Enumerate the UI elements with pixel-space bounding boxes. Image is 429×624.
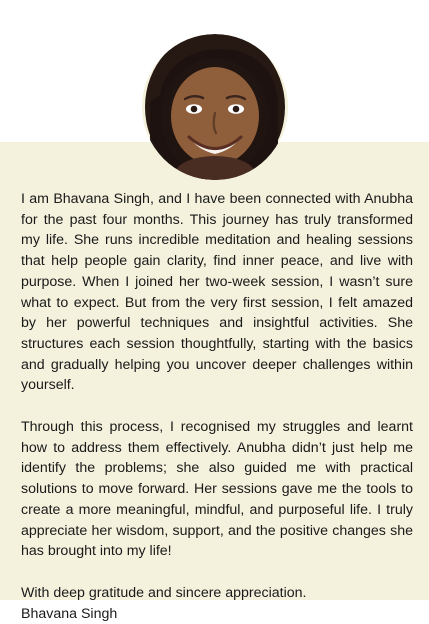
testimonial-content	[21, 189, 413, 624]
testimonial-paragraph-1: I am Bhavana Singh, and I have been connected with Anubha for the past four months. This journey has truly transformed my life. She runs incredible meditation and healing sessions that help people gain clarity, find inner peace, and live with purpose. When I joined her two-week session, I wasn’t sure what to expect. But from the very first session, I felt amazed by her powerful techniques and insightful activities. She structures each session thoughtfully, starting with the basics and gradually helping you uncover deeper challenges within yourself.	[21, 191, 413, 394]
closing-line: With deep gratitude and sincere appreciation.	[21, 584, 307, 601]
profile-photo-icon	[142, 34, 288, 180]
testimonial-closing	[21, 583, 413, 624]
avatar	[142, 34, 288, 180]
signature: Bhavana Singh	[21, 605, 118, 622]
testimonial-paragraph-2: Through this process, I recognised my struggles and learnt how to address them effectively. Anubha didn’t just help me identify the problems; she also guided me with practical solutions to move forward. Her sessions gave me the tools to create a more meaningful, mindful, and purposeful life. I truly appreciate her wisdom, support, and the positive changes she has brought into my life!	[21, 419, 413, 560]
